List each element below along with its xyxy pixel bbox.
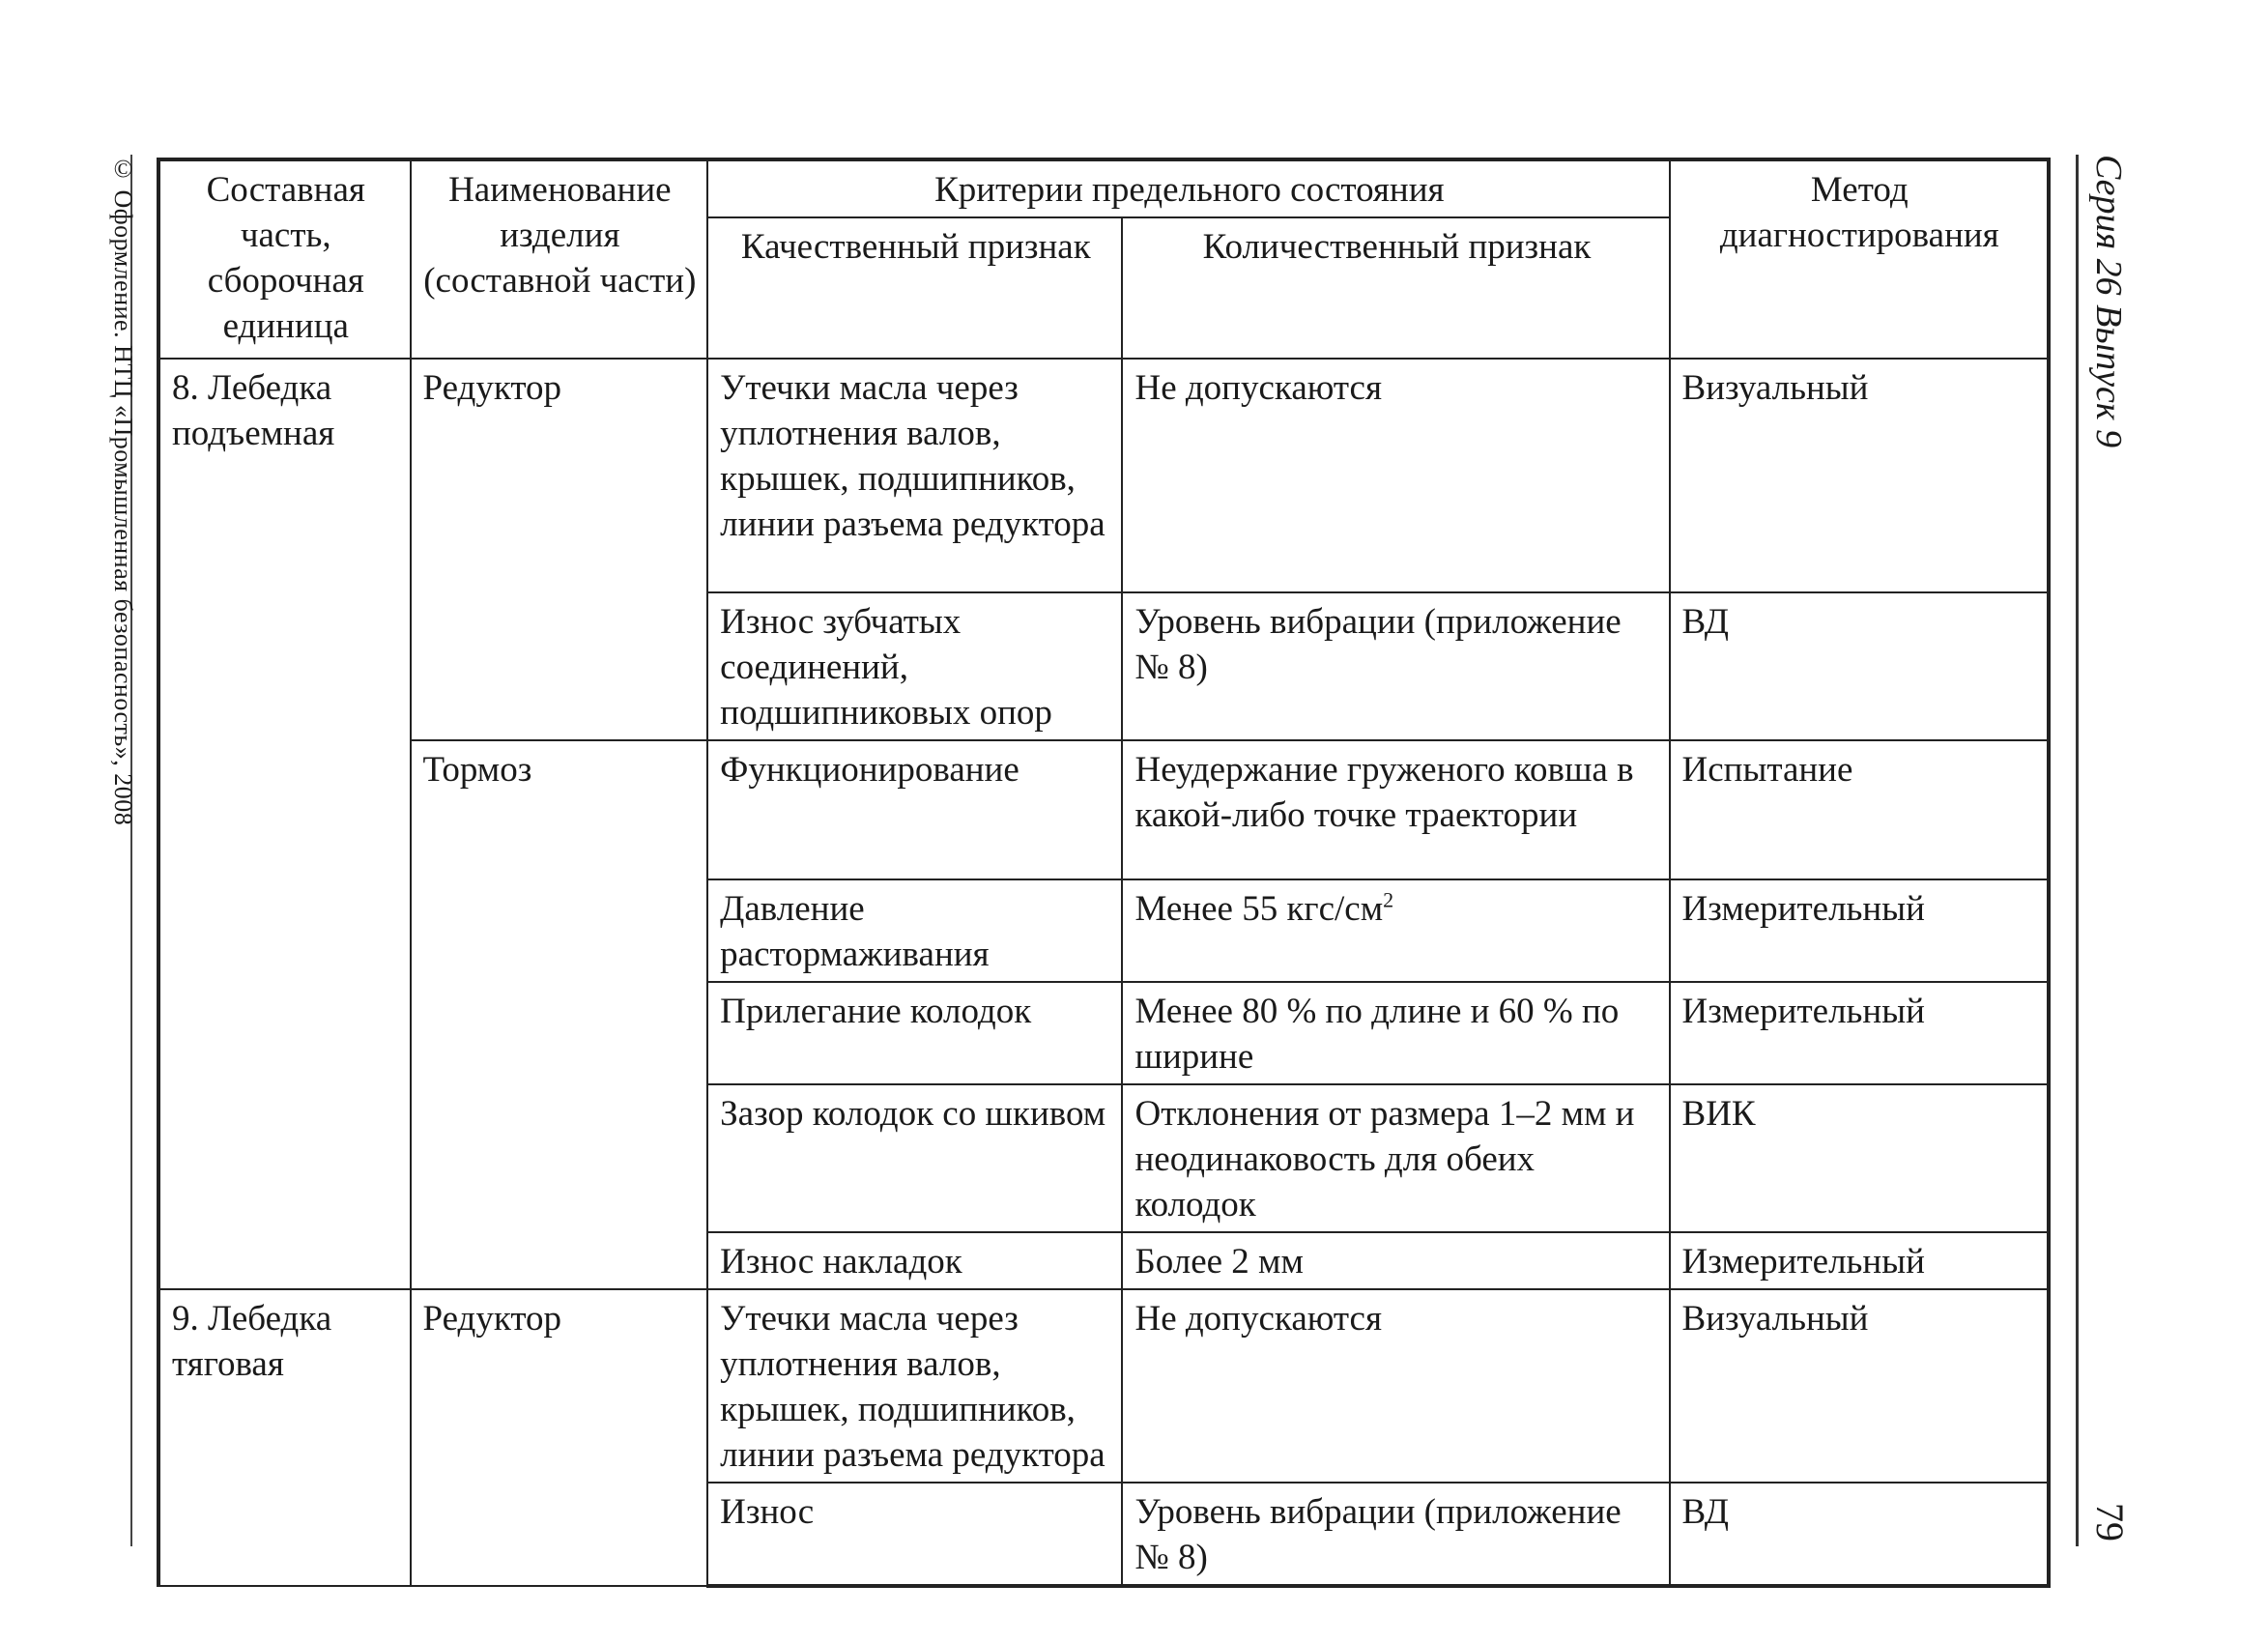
quantitative-cell: Не допускаются xyxy=(1122,1289,1669,1483)
header-quantitative: Количественный признак xyxy=(1122,217,1669,359)
criteria-table xyxy=(157,158,2051,1588)
header-qualitative: Качественный признак xyxy=(707,217,1122,359)
page-number: 79 xyxy=(2088,1503,2132,1541)
table-row xyxy=(158,1289,2049,1483)
header-criteria: Критерии предельного состояния xyxy=(707,159,1669,217)
quantitative-cell: Неудержание груженого ковша в какой-либо точке траектории xyxy=(1122,740,1669,879)
qualitative-cell: Утечки масла через уплотнения валов, крышек, подшипников, линии разъема редуктора xyxy=(707,359,1122,592)
quantitative-cell: Менее 80 % по длине и 60 % по ширине xyxy=(1122,982,1669,1084)
method-cell: Визуальный xyxy=(1670,1289,2049,1483)
unit-cell: 9. Лебедка тяговая xyxy=(158,1289,411,1586)
method-cell: ВД xyxy=(1670,1483,2049,1586)
method-cell: ВД xyxy=(1670,592,2049,740)
quantitative-cell xyxy=(1122,879,1669,982)
quantitative-cell: Более 2 мм xyxy=(1122,1232,1669,1289)
superscript: 2 xyxy=(1383,887,1394,912)
table-row xyxy=(158,359,2049,592)
method-cell: Испытание xyxy=(1670,740,2049,879)
method-cell: Измерительный xyxy=(1670,879,2049,982)
right-rule xyxy=(2076,155,2079,1546)
qualitative-cell: Функционирование xyxy=(707,740,1122,879)
part-cell: Редуктор xyxy=(411,359,708,740)
quantitative-text: Менее 55 кгс/см xyxy=(1134,889,1384,929)
table-row xyxy=(158,740,2049,879)
series-title: Серия 26 Выпуск 9 xyxy=(2088,155,2129,448)
quantitative-cell: Отклонения от размера 1–2 мм и неодинаковость для обеих колодок xyxy=(1122,1084,1669,1232)
qualitative-cell: Износ зубчатых соединений, подшипниковых опор xyxy=(707,592,1122,740)
method-cell: Визуальный xyxy=(1670,359,2049,592)
method-cell: ВИК xyxy=(1670,1084,2049,1232)
qualitative-cell: Утечки масла через уплотнения валов, крышек, подшипников, линии разъема редуктора xyxy=(707,1289,1122,1483)
quantitative-cell: Уровень вибрации (приложение № 8) xyxy=(1122,1483,1669,1586)
table-header-row xyxy=(158,159,2049,217)
part-cell: Редуктор xyxy=(411,1289,708,1586)
header-method: Метод диагностирования xyxy=(1670,159,2049,359)
part-cell: Тормоз xyxy=(411,740,708,1289)
quantitative-cell: Уровень вибрации (приложение № 8) xyxy=(1122,592,1669,740)
copyright-note: © Оформление. НТЦ «Промышленная безопасность», 2008 xyxy=(109,155,137,826)
method-cell: Измерительный xyxy=(1670,982,2049,1084)
qualitative-cell: Износ xyxy=(707,1483,1122,1586)
qualitative-cell: Давление растормаживания xyxy=(707,879,1122,982)
method-cell: Измерительный xyxy=(1670,1232,2049,1289)
quantitative-cell: Не допускаются xyxy=(1122,359,1669,592)
qualitative-cell: Прилегание колодок xyxy=(707,982,1122,1084)
header-unit: Составная часть, сборочная единица xyxy=(158,159,411,359)
unit-cell: 8. Лебедка подъемная xyxy=(158,359,411,1289)
header-part-name: Наименование изделия (составной части) xyxy=(411,159,708,359)
qualitative-cell: Износ накладок xyxy=(707,1232,1122,1289)
qualitative-cell: Зазор колодок со шкивом xyxy=(707,1084,1122,1232)
